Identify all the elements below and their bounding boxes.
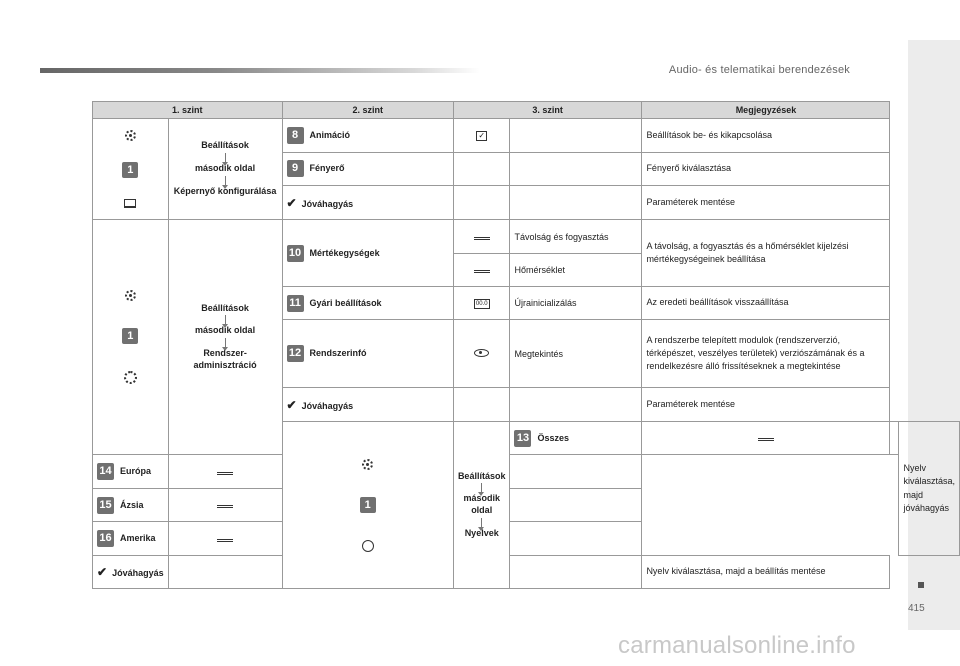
header-level3: 3. szint (453, 102, 642, 119)
arrow-down-icon (481, 518, 482, 528)
row-units-name: 10 Mértékegységek (282, 220, 453, 287)
check-icon: ✔ (286, 195, 297, 210)
step-badge: 11 (287, 295, 304, 312)
header-level2: 2. szint (282, 102, 453, 119)
gear-icon (362, 459, 373, 470)
table-row (93, 556, 960, 589)
reset-icon: 00.0 (475, 301, 488, 307)
arrow-down-icon (225, 338, 226, 348)
settings-gear-icon (124, 371, 137, 384)
level1-settings: Beállítások (201, 140, 249, 151)
table-row (93, 119, 960, 153)
check-icon: ✔ (97, 565, 108, 579)
step-badge: 8 (287, 127, 304, 144)
group1-icons (93, 119, 169, 220)
group3-level1 (453, 422, 510, 589)
row-brightness-name: 9 Fényerő (282, 152, 453, 186)
arrow-down-icon (481, 483, 482, 493)
gear-icon (125, 130, 136, 141)
step-badge: 1 (122, 162, 138, 178)
step-badge: 1 (360, 497, 376, 513)
level1-second-page: második oldal (463, 493, 500, 515)
option-reinit: Újrainicializálás (510, 287, 642, 320)
row-sysinfo-remark: A rendszerbe telepített modulok (rendszerverzió, térképészet, veszélyes területek) verziószámának és a rendelkezésre álló frissítéseknek a megtekintése (642, 320, 890, 388)
gear-icon (125, 290, 136, 301)
option-line-icon (474, 270, 490, 273)
row-all-name: 13 Összes (510, 422, 642, 455)
check-icon: ✔ (286, 397, 297, 412)
level1-system-admin: Rendszer-adminisztráció (193, 348, 257, 370)
table-row (93, 489, 960, 522)
level1-settings: Beállítások (201, 302, 249, 313)
level1-languages: Nyelvek (464, 527, 499, 538)
header-remarks: Megjegyzések (642, 102, 890, 119)
option-line-icon (474, 237, 490, 240)
header-level1: 1. szint (93, 102, 283, 119)
row-confirm-remark: Nyelv kiválasztása, majd a beállítás mentése (642, 556, 890, 589)
option-line-icon (758, 438, 774, 441)
table-row (93, 522, 960, 556)
table-row (93, 220, 960, 254)
row-confirm-name: ✔ Jóváhagyás (93, 556, 169, 589)
step-badge: 14 (97, 463, 114, 480)
table-header-row (93, 102, 960, 119)
step-badge: 12 (287, 345, 304, 362)
page-number: 415 (908, 603, 925, 614)
group2-icons (93, 220, 169, 455)
row-america-name: 16 Amerika (93, 522, 169, 556)
row-animation-remark: Beállítások be- és kikapcsolása (642, 119, 890, 153)
language-icon (362, 540, 374, 552)
step-badge: 9 (287, 160, 304, 177)
row-factory-remark: Az eredeti beállítások visszaállítása (642, 287, 890, 320)
row-asia-name: 15 Ázsia (93, 489, 169, 522)
option-temperature: Hőmérséklet (510, 254, 642, 287)
group1-level1 (168, 119, 282, 220)
group3-icons (282, 422, 453, 589)
arrow-down-icon (225, 315, 226, 325)
row-europe-name: 14 Európa (93, 455, 169, 489)
row-language-remark: Nyelv kiválasztása, majd jóváhagyás (899, 422, 960, 556)
row-brightness-remark: Fényerő kiválasztása (642, 152, 890, 186)
step-badge: 15 (97, 497, 114, 514)
step-badge: 1 (122, 328, 138, 344)
option-view: Megtekintés (510, 320, 642, 388)
row-factory-name: 11 Gyári beállítások (282, 287, 453, 320)
step-badge: 10 (287, 245, 304, 262)
arrow-down-icon (225, 176, 226, 186)
eye-icon (474, 349, 489, 357)
option-line-icon (217, 472, 233, 475)
row-confirm-name: ✔ Jóváhagyás (282, 186, 453, 220)
row-animation-name: 8 Animáció (282, 119, 453, 153)
level1-settings: Beállítások (457, 470, 506, 481)
screen-icon (124, 199, 136, 208)
arrow-down-icon (225, 153, 226, 163)
row-units-remark: A távolság, a fogyasztás és a hőmérséklet kijelzési mértékegységeinek beállítása (642, 220, 890, 287)
settings-table (92, 101, 960, 589)
page-marker (918, 582, 924, 588)
option-line-icon (217, 505, 233, 508)
header-gradient-bar (40, 68, 480, 73)
row-confirm-remark: Paraméterek mentése (642, 388, 890, 422)
group2-level1 (168, 220, 282, 455)
level1-second-page: második oldal (195, 325, 256, 336)
table-row (93, 455, 960, 489)
row-confirm-remark: Paraméterek mentése (642, 186, 890, 220)
level1-screen-config: Képernyő konfigurálása (173, 185, 277, 196)
checkbox-icon: ✓ (476, 131, 487, 141)
step-badge: 16 (97, 530, 114, 547)
checkbox-cell (453, 119, 510, 153)
row-confirm-name: ✔ Jóváhagyás (282, 388, 453, 422)
step-badge: 13 (514, 430, 531, 447)
option-line-icon (217, 539, 233, 542)
level1-second-page: második oldal (195, 163, 256, 174)
option-distance: Távolság és fogyasztás (510, 220, 642, 254)
watermark: carmanualsonline.info (618, 632, 856, 659)
row-sysinfo-name: 12 Rendszerinfó (282, 320, 453, 388)
page-header-title: Audio- és telematikai berendezések (668, 64, 850, 76)
